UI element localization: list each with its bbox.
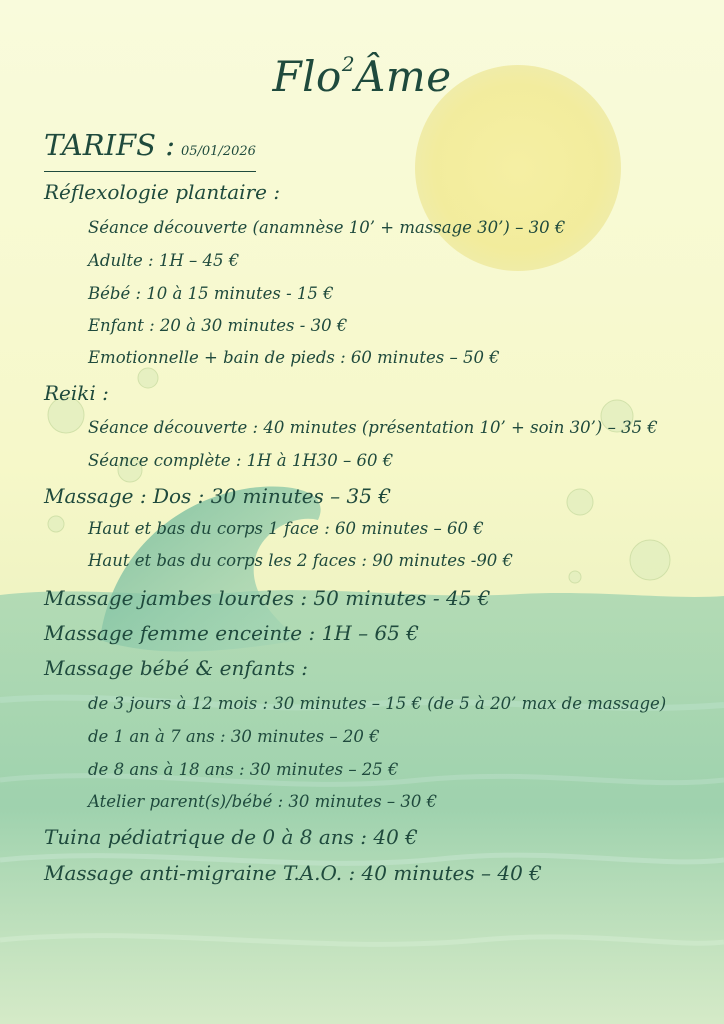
price-line: de 1 an à 7 ans : 30 minutes – 20 € [88,727,380,746]
price-line: Emotionnelle + bain de pieds : 60 minutes – 50 € [88,348,500,367]
price-line: Haut et bas du corps les 2 faces : 90 minutes -90 € [88,551,514,570]
price-line: Massage femme enceinte : 1H – 65 € [44,621,419,645]
price-line: Massage bébé & enfants : [44,656,308,680]
title-superscript: 2 [341,52,356,76]
price-line: Massage jambes lourdes : 50 minutes - 45 € [44,586,491,610]
title-main: Flo [272,52,342,101]
price-line: de 8 ans à 18 ans : 30 minutes – 25 € [88,760,399,779]
price-line: Séance découverte (anamnèse 10’ + massage 30’) – 30 € [88,218,566,237]
page-title [0,52,724,101]
price-line: Tuina pédiatrique de 0 à 8 ans : 40 € [44,825,418,849]
price-line: Réflexologie plantaire : [44,180,281,204]
price-line: Enfant : 20 à 30 minutes - 30 € [88,316,348,335]
price-line: Massage : Dos : 30 minutes – 35 € [44,484,392,508]
title-rest: Âme [355,52,452,101]
tarifs-date: 05/01/2026 [180,144,256,159]
price-line: Atelier parent(s)/bébé : 30 minutes – 30 € [88,792,438,811]
price-line: de 3 jours à 12 mois : 30 minutes – 15 € (de 5 à 20’ max de massage) [88,694,667,713]
price-line: Adulte : 1H – 45 € [88,251,240,270]
price-line: Massage anti-migraine T.A.O. : 40 minutes – 40 € [44,861,542,885]
price-line: Bébé : 10 à 15 minutes - 15 € [88,284,334,303]
price-line: Séance découverte : 40 minutes (présentation 10’ + soin 30’) – 35 € [88,418,658,437]
price-line: Reiki : [44,381,109,405]
price-line: Séance complète : 1H à 1H30 – 60 € [88,451,394,470]
tarifs-label: TARIFS : [44,128,175,162]
price-line: Haut et bas du corps 1 face : 60 minutes – 60 € [88,519,484,538]
tarifs-heading [44,128,256,172]
